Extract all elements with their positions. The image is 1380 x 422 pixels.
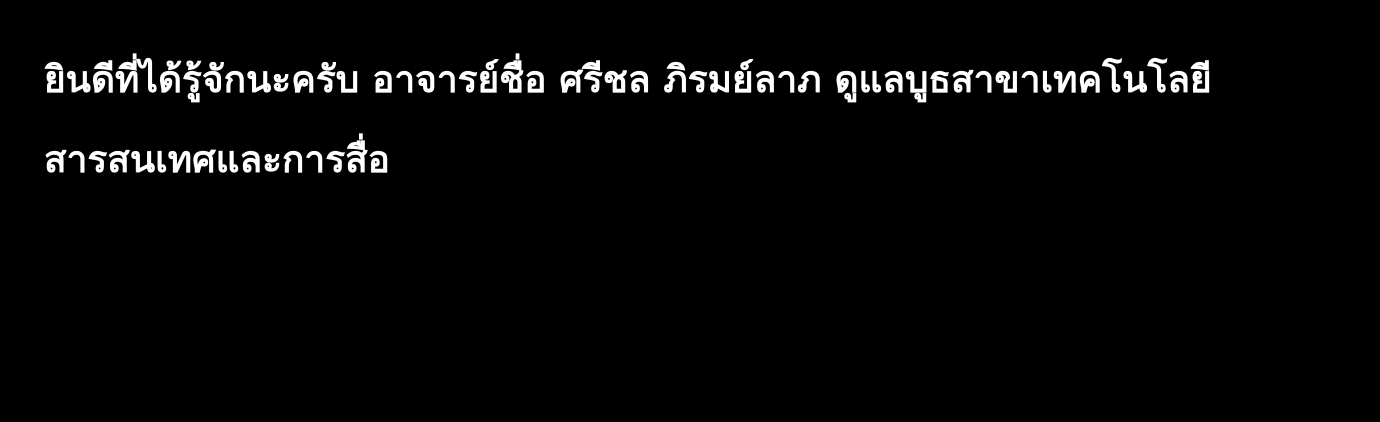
subtitle-caption bbox=[44, 40, 1344, 200]
subtitle-line-2: สารสนเทศและการสื่อ bbox=[44, 138, 390, 181]
subtitle-line-1: ยินดีที่ได้รู้จักนะครับ อาจารย์ชื่อ ศรีชล ภิรมย์ลาภ ดูแลบูธสาขาเทคโนโลยี bbox=[44, 58, 1212, 101]
